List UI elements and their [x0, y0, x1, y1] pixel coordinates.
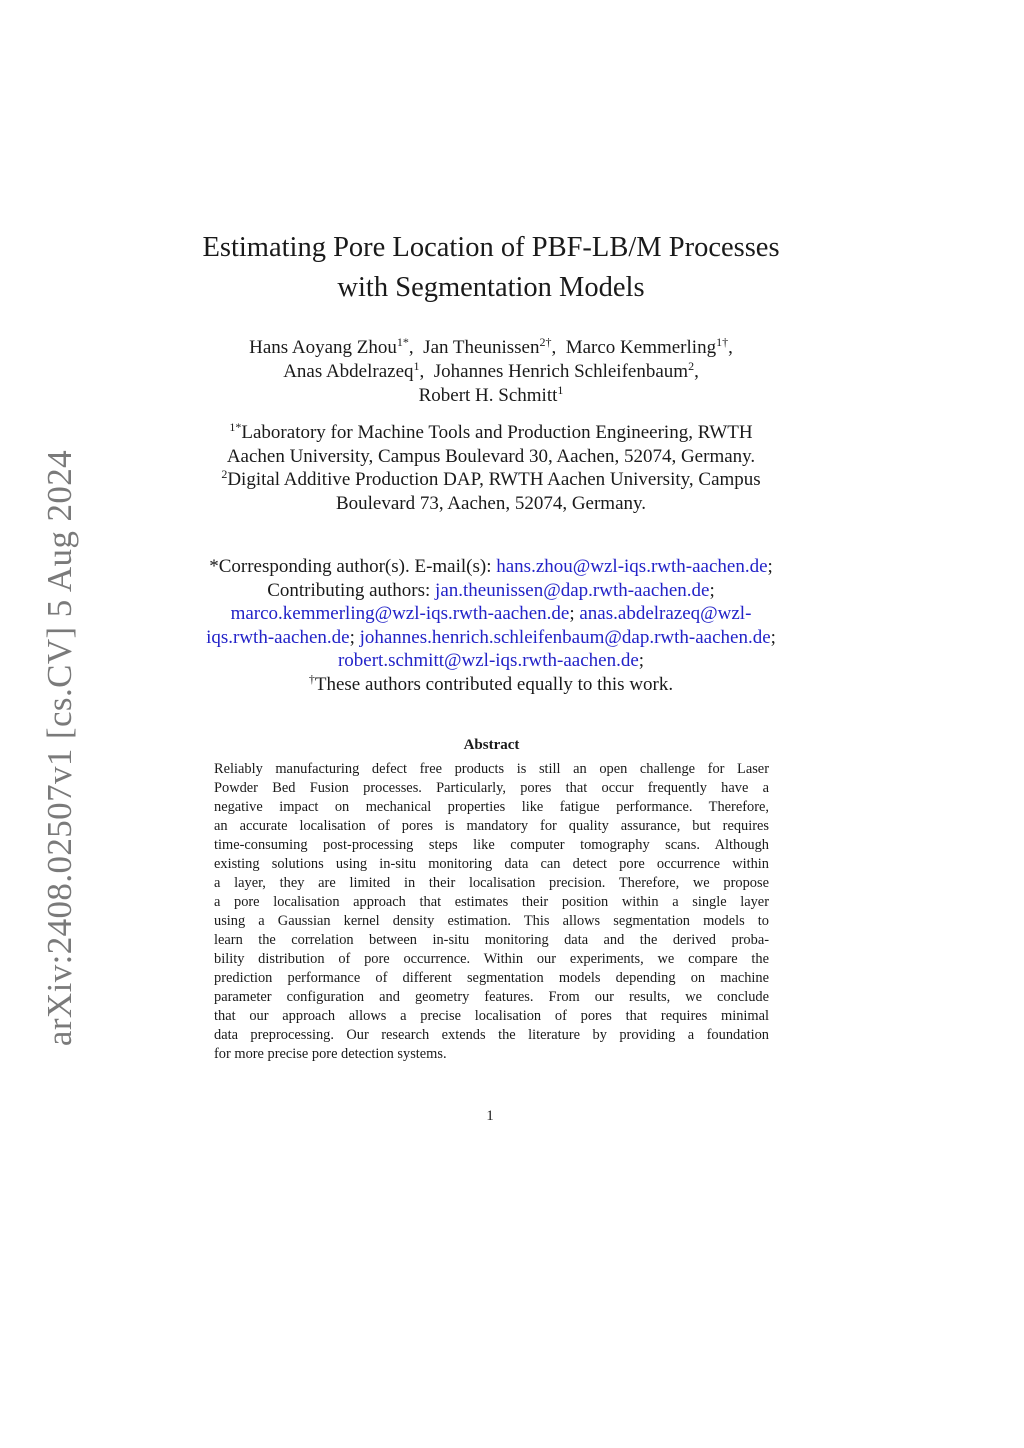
corresponding-label: *Corresponding author(s). E-mail(s): [209, 556, 497, 577]
affiliation-1-line-1 [160, 421, 822, 445]
abstract-line: a pore localisation approach that estimates their position within a single layer [214, 894, 769, 910]
author-line-2: Anas Abdelrazeq$^1$, Johannes Henrich Schleifenbaum$^2$, [283, 359, 699, 382]
abstract-line: prediction performance of different segmentation models depending on machine [214, 970, 769, 986]
author-name: Robert H. Schmitt [418, 385, 558, 406]
arxiv-identifier-text: arXiv:2408.02507v1 [cs.CV] 5 Aug 2024 [40, 449, 79, 1047]
abstract-line: learn the correlation between in-situ monitoring data and the derived proba- [214, 932, 769, 948]
affiliation-text: Laboratory for Machine Tools and Production Engineering, RWTH [241, 422, 753, 443]
author-name: Jan Theunissen [423, 337, 540, 358]
affiliation-mark: 1* [229, 420, 242, 434]
affiliation-2-line-1 [160, 468, 822, 492]
equal-contribution-text: These authors contributed equally to this work. [314, 673, 674, 695]
equal-contribution-note [160, 673, 822, 697]
title-line-1: Estimating Pore Location of PBF-LB/M Processes [202, 232, 780, 263]
author-affiliation-mark: 2 [688, 359, 695, 373]
contact-line-5: robert.schmitt@wzl-iqs.rwth-aachen.de; [337, 650, 645, 671]
affiliation-block [160, 421, 822, 515]
author-affiliation-mark: 1* [396, 335, 409, 349]
title-line-2: with Segmentation Models [337, 272, 645, 303]
contact-line-3: marco.kemmerling@wzl-iqs.rwth-aachen.de; anas.abdelrazeq@wzl- [230, 603, 752, 624]
author-line-1: Hans Aoyang Zhou$^{1*}$, Jan Theunissen$^{2\dagger}$, Marco Kemmerling$^{1\dagger}$, [249, 335, 733, 358]
abstract-line: parameter configuration and geometry features. From our results, we conclude [214, 989, 769, 1005]
email-link-theunissen[interactable]: jan.theunissen@dap.rwth-aachen.de [435, 579, 710, 601]
affiliation-1-line-2: Aachen University, Campus Boulevard 30, Aachen, 52074, Germany. [226, 445, 756, 467]
abstract-line: bility distribution of pore occurrence. Within our experiments, we compare the [214, 951, 769, 967]
abstract-line: for more precise pore detection systems. [214, 1046, 447, 1062]
author-list [160, 336, 822, 408]
abstract-line: data preprocessing. Our research extends the literature by providing a foundation [214, 1027, 769, 1043]
abstract-body [214, 760, 769, 1064]
abstract-line: Powder Bed Fusion processes. Particularly, pores that occur frequently have a [214, 780, 769, 796]
abstract-line: Reliably manufacturing defect free products is still an open challenge for Laser [214, 761, 769, 777]
paper-title [160, 228, 822, 308]
author-line-3 [160, 384, 822, 408]
affiliation-2-line-2: Boulevard 73, Aachen, 52074, Germany. [335, 492, 647, 514]
abstract-line: that our approach allows a precise localisation of pores that requires minimal [214, 1008, 769, 1024]
abstract-line: time-consuming post-processing steps like computer tomography scans. Although [214, 837, 769, 853]
author-affiliation-mark: 2† [539, 335, 552, 349]
author-affiliation-mark: 1 [557, 383, 564, 397]
author-name: Anas Abdelrazeq [283, 361, 414, 382]
abstract-line: a layer, they are limited in their localisation precision. Therefore, we propose [214, 875, 769, 891]
abstract-line: an accurate localisation of pores is mandatory for quality assurance, but requires [214, 818, 769, 834]
dagger-mark: † [308, 671, 315, 686]
abstract-line: using a Gaussian kernel density estimation. This allows segmentation models to [214, 913, 769, 929]
arxiv-identifier-stamp [15, 448, 105, 1048]
email-link-schmitt[interactable]: robert.schmitt@wzl-iqs.rwth-aachen.de [337, 650, 639, 671]
author-affiliation-mark: 1† [716, 335, 729, 349]
author-name: Marco Kemmerling [565, 337, 717, 358]
contact-block [160, 555, 822, 696]
abstract-heading: Abstract [463, 737, 520, 753]
email-link-kemmerling[interactable]: marco.kemmerling@wzl-iqs.rwth-aachen.de [230, 603, 570, 624]
abstract-line: negative impact on mechanical properties like fatigue performance. Therefore, [214, 799, 769, 815]
email-link-zhou[interactable]: hans.zhou@wzl-iqs.rwth-aachen.de [496, 556, 768, 577]
author-affiliation-mark: 1 [413, 359, 420, 373]
contact-line-4: iqs.rwth-aachen.de; johannes.henrich.schleifenbaum@dap.rwth-aachen.de; [206, 626, 776, 648]
abstract-line: existing solutions using in-situ monitoring data can detect pore occurrence within [214, 856, 769, 872]
author-name: Hans Aoyang Zhou [249, 337, 397, 358]
email-link-schleifenbaum[interactable]: johannes.henrich.schleifenbaum@dap.rwth-aachen.de [359, 626, 771, 648]
contributing-label: Contributing authors: [267, 579, 436, 601]
affiliation-text: Digital Additive Production DAP, RWTH Aachen University, Campus [227, 469, 761, 490]
contributing-authors-line: Contributing authors: jan.theunissen@dap.rwth-aachen.de; [267, 579, 715, 601]
author-name: Johannes Henrich Schleifenbaum [433, 361, 689, 382]
affiliation-mark: 2 [221, 467, 228, 481]
email-link-abdelrazeq[interactable]: anas.abdelrazeq@wzl- [579, 603, 752, 624]
page-number: 1 [486, 1108, 494, 1124]
email-link-abdelrazeq-cont[interactable]: iqs.rwth-aachen.de [206, 626, 350, 648]
corresponding-author-line: *Corresponding author(s). E-mail(s): hans.zhou@wzl-iqs.rwth-aachen.de; [209, 556, 773, 577]
